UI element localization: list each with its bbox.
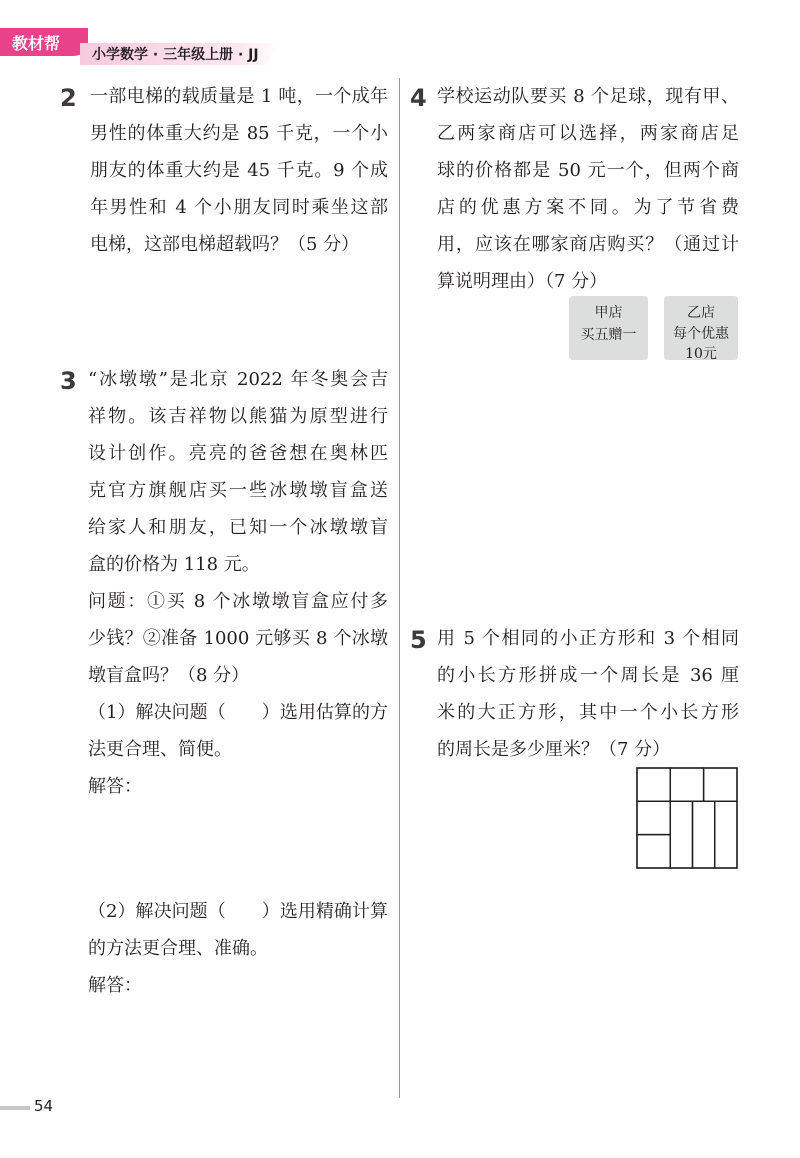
text-line: 米的大正方形，其中一个小长方形 (437, 702, 739, 723)
text-line: 少钱？②准备 1000 元够买 8 个冰墩 (88, 628, 388, 649)
text-line: “冰墩墩”是北京 2022 年冬奥会吉 (88, 369, 388, 390)
text-line: 朋友的体重大约是 45 千克。9 个成 (90, 160, 388, 181)
question-2-number: 2 (60, 84, 77, 112)
text-line: 法更合理、简便。 (88, 739, 232, 760)
text-line: 学校运动队要买 8 个足球，现有甲、 (437, 86, 739, 107)
small-square (670, 768, 703, 801)
text-line: 算说明理由）（7 分） (437, 271, 608, 292)
question-5-text (437, 620, 739, 768)
text-line: 乙两家商店可以选择，两家商店足 (437, 123, 739, 144)
store-name: 乙店 (687, 305, 715, 321)
question-2-text (90, 78, 388, 263)
text-line: 给家人和朋友，已知一个冰墩墩盲 (88, 517, 388, 538)
text-line: 年男性和 4 个小朋友同时乘坐这部 (90, 197, 388, 218)
small-square (637, 768, 670, 801)
text-line: 问题：①买 8 个冰墩墩盲盒应付多 (88, 591, 388, 612)
text-line: （2）解决问题（ ）选用精确计算 (88, 901, 388, 922)
small-rectangle (670, 801, 692, 868)
answer-label: 解答： (88, 776, 142, 797)
square-diagram (636, 767, 740, 871)
text-line: 的方法更合理、准确。 (88, 938, 268, 959)
small-rectangle (715, 801, 737, 868)
brand-tag (0, 28, 88, 56)
answer-label: 解答： (88, 975, 142, 996)
text-line: 店的优惠方案不同。为了节省费 (437, 197, 739, 218)
small-rectangle (693, 801, 715, 868)
text-line: 的周长是多少厘米？（7 分） (437, 739, 671, 760)
text-line: 克官方旗舰店买一些冰墩墩盲盒送 (88, 480, 388, 501)
text-line: 一部电梯的载质量是 1 吨，一个成年 (90, 86, 388, 107)
store-offer: 每个优惠10元 (672, 326, 729, 362)
text-line: 墩盲盒吗？（8 分） (88, 665, 250, 686)
question-5-number: 5 (410, 626, 427, 654)
question-3-text (88, 361, 388, 805)
question-4-number: 4 (410, 84, 427, 112)
text-line: 盒的价格为 118 元。 (88, 554, 260, 575)
text-line: 球的价格都是 50 元一个，但两个商 (437, 160, 739, 181)
text-line: 的小长方形拼成一个周长是 36 厘 (437, 665, 739, 686)
store-yi-card (664, 296, 738, 360)
large-square-outline (637, 768, 737, 868)
store-offer: 买五赠一 (580, 327, 637, 343)
small-square (704, 768, 737, 801)
column-divider (399, 78, 400, 1098)
text-line: 用，应该在哪家商店购买？（通过计 (437, 234, 739, 255)
small-square (637, 801, 670, 834)
text-line: 男性的体重大约是 85 千克，一个小 (90, 123, 388, 144)
brand-label: 教材帮 (12, 34, 61, 53)
text-line: 用 5 个相同的小正方形和 3 个相同 (437, 628, 739, 649)
page-number: 54 (34, 1097, 54, 1115)
text-line: 祥物。该吉祥物以熊猫为原型进行 (88, 406, 388, 427)
question-3-number: 3 (60, 367, 77, 395)
store-jia-card (569, 296, 648, 360)
small-square (637, 835, 670, 868)
text-line: 电梯，这部电梯超载吗？（5 分） (90, 234, 360, 255)
question-4-text (437, 78, 739, 300)
text-line: （1）解决问题（ ）选用估算的方 (88, 702, 388, 723)
store-name: 甲店 (594, 305, 623, 321)
book-title: 小学数学 · 三年级上册 · JJ (92, 47, 259, 63)
page-bar (0, 1106, 30, 1110)
question-3-part-2 (88, 893, 388, 1004)
text-line: 设计创作。亮亮的爸爸想在奥林匹 (88, 443, 388, 464)
